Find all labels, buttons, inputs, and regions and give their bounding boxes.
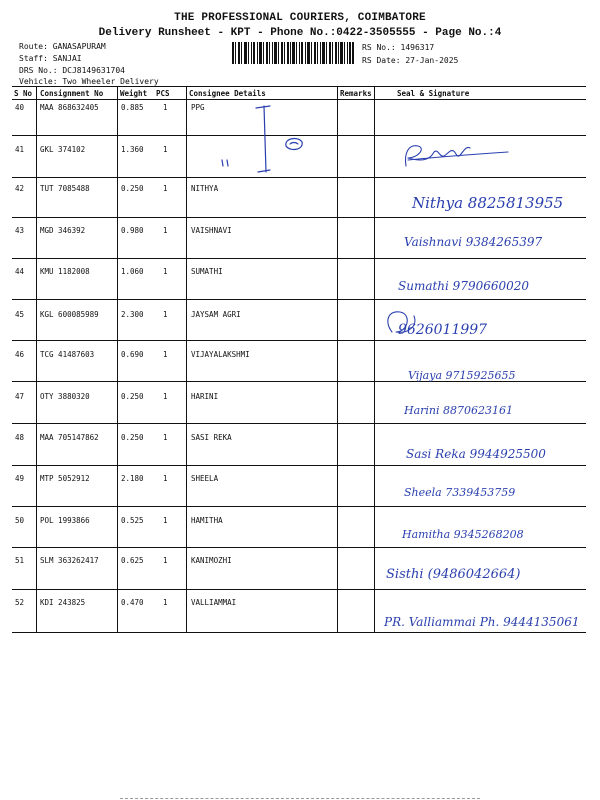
row-sno: 51 [15, 556, 25, 565]
row-pcs: 1 [163, 392, 168, 401]
row-pcs: 1 [163, 310, 168, 319]
page-edge [120, 798, 480, 799]
signature-row-44 [378, 264, 588, 304]
row-sno: 45 [15, 310, 25, 319]
sig-text: Harini 8870623161 [404, 404, 514, 417]
row-consignment: GKL 374102 [40, 145, 86, 154]
signature-row-49 [378, 470, 588, 508]
header-remarks: Remarks [340, 89, 372, 98]
row-pcs: 1 [163, 267, 168, 276]
sig-text: 9626011997 [398, 322, 488, 338]
row-weight: 0.250 [121, 392, 144, 401]
header-pcs: PCS [156, 89, 170, 98]
row-weight: 0.625 [121, 556, 144, 565]
header-sno: S No [14, 89, 33, 98]
signature-row-52 [378, 590, 588, 632]
row-weight: 2.180 [121, 474, 144, 483]
route-label: Route: GANASAPURAM [19, 42, 106, 51]
row-consignee: VIJAYALAKSHMI [191, 350, 250, 359]
sig-text: Vaishnavi 9384265397 [404, 235, 543, 249]
signature-row-43 [378, 222, 588, 262]
row-weight: 0.690 [121, 350, 144, 359]
row-pcs: 1 [163, 145, 168, 154]
row-consignment: KMU 1182008 [40, 267, 90, 276]
row-consignment: POL 1993866 [40, 516, 90, 525]
row-consignment: KGL 600085989 [40, 310, 99, 319]
row-consignment: MAA 705147862 [40, 433, 99, 442]
row-consignment: KDI 243825 [40, 598, 86, 607]
row-consignee: PPG [191, 103, 205, 112]
signature-row-42 [378, 180, 588, 222]
row-pcs: 1 [163, 184, 168, 193]
header-signature: Seal & Signature [397, 89, 470, 98]
row-weight: 1.360 [121, 145, 144, 154]
row-sno: 43 [15, 226, 25, 235]
signature-row-41 [378, 136, 578, 178]
row-consignee: NITHYA [191, 184, 219, 193]
row-sno: 47 [15, 392, 25, 401]
runsheet-subtitle: Delivery Runsheet - KPT - Phone No.:0422-3505555 - Page No.:4 [98, 27, 502, 39]
table-bottom-rule [12, 632, 586, 633]
sig-text: Nithya 8825813955 [412, 194, 564, 212]
row-consignment: TUT 7085488 [40, 184, 90, 193]
header-consignment: Consignment No [40, 89, 104, 98]
sig-text: Hamitha 9345268208 [402, 528, 524, 541]
row-weight: 0.980 [121, 226, 144, 235]
row-consignment: MAA 868632405 [40, 103, 99, 112]
vehicle-label: Vehicle: Two Wheeler Delivery [19, 77, 159, 86]
rs-date: RS Date: 27-Jan-2025 [362, 56, 459, 65]
row-pcs: 1 [163, 350, 168, 359]
row-consignee: HARINI [191, 392, 219, 401]
row-sno: 44 [15, 267, 25, 276]
sig-text: Sisthi (9486042664) [386, 567, 521, 582]
sig-text: Sasi Reka 9944925500 [406, 447, 546, 461]
signature-row-50 [378, 510, 588, 550]
row-pcs: 1 [163, 556, 168, 565]
row-weight: 1.060 [121, 267, 144, 276]
row-sno: 46 [15, 350, 25, 359]
row-consignee: VAISHNAVI [191, 226, 232, 235]
row-weight: 0.885 [121, 103, 144, 112]
col-divider [117, 86, 118, 632]
drs-number: DRS No.: DCJ8149631704 [19, 66, 125, 75]
row-consignee: SASI REKA [191, 433, 232, 442]
row-consignment: OTY 3880320 [40, 392, 90, 401]
sig-text: Sumathi 9790660020 [398, 279, 530, 293]
row-consignment: MTP 5052912 [40, 474, 90, 483]
row-sno: 40 [15, 103, 25, 112]
pen-mark-icon [186, 100, 337, 178]
row-weight: 0.470 [121, 598, 144, 607]
signature-row-48 [378, 428, 588, 468]
row-pcs: 1 [163, 598, 168, 607]
row-consignee: SUMATHI [191, 267, 223, 276]
row-weight: 2.300 [121, 310, 144, 319]
company-title: THE PROFESSIONAL COURIERS, COIMBATORE [174, 12, 426, 24]
signature-row-51 [378, 550, 588, 590]
row-pcs: 1 [163, 226, 168, 235]
col-divider [36, 86, 37, 632]
row-consignee: SHEELA [191, 474, 219, 483]
signature-row-45 [378, 302, 588, 344]
row-pcs: 1 [163, 474, 168, 483]
row-sno: 42 [15, 184, 25, 193]
signature-row-47 [378, 386, 588, 426]
signature-row-46 [378, 345, 588, 385]
sig-text: Vijaya 9715925655 [408, 369, 516, 382]
row-sno: 50 [15, 516, 25, 525]
row-weight: 0.250 [121, 184, 144, 193]
row-pcs: 1 [163, 516, 168, 525]
sig-text: PR. Valliammai Ph. 9444135061 [384, 615, 580, 629]
col-divider [374, 86, 375, 632]
row-consignment: SLM 363262417 [40, 556, 99, 565]
sig-text: Sheela 7339453759 [404, 486, 516, 499]
row-pcs: 1 [163, 103, 168, 112]
row-sno: 41 [15, 145, 25, 154]
row-consignee: VALLIAMMAI [191, 598, 237, 607]
staff-label: Staff: SANJAI [19, 54, 82, 63]
row-consignee: HAMITHA [191, 516, 223, 525]
row-weight: 0.525 [121, 516, 144, 525]
row-pcs: 1 [163, 433, 168, 442]
row-sno: 48 [15, 433, 25, 442]
header-consignee: Consignee Details [189, 89, 266, 98]
row-consignment: TCG 41487603 [40, 350, 95, 359]
row-sno: 49 [15, 474, 25, 483]
barcode-icon [232, 42, 354, 64]
row-weight: 0.250 [121, 433, 144, 442]
row-consignee: KANIMOZHI [191, 556, 232, 565]
row-consignment: MGD 346392 [40, 226, 86, 235]
rs-number: RS No.: 1496317 [362, 43, 435, 52]
row-consignee: JAYSAM AGRI [191, 310, 241, 319]
table-top-rule [12, 86, 586, 87]
col-divider [337, 86, 338, 632]
header-weight: Weight [120, 89, 148, 98]
row-sno: 52 [15, 598, 25, 607]
